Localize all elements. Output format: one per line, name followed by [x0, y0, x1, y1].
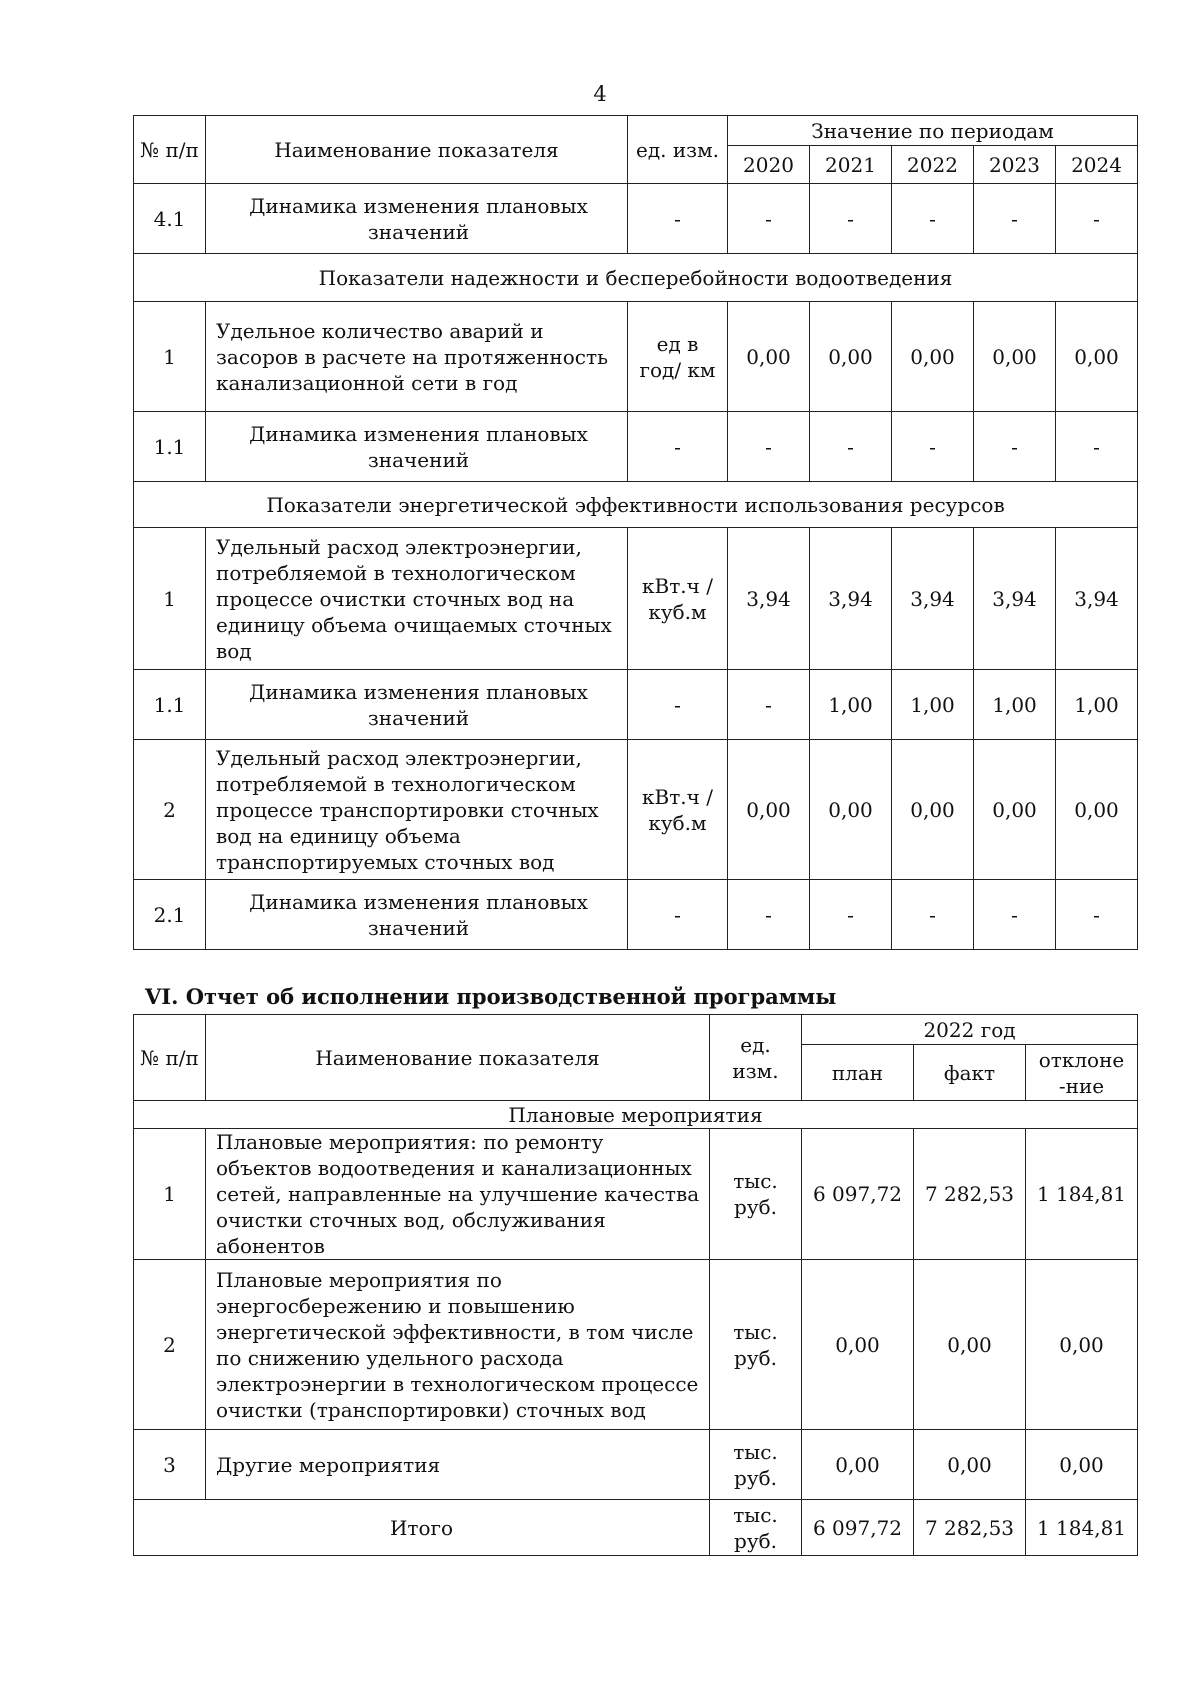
row-name: Плановые мероприятия: по ремонту объектов водоотведения и канализационных сетей, направленные на улучшение качества очистки сточных вод, обслуживания абонентов	[206, 1129, 710, 1260]
header-periods: Значение по периодам	[728, 116, 1138, 146]
table-row	[134, 412, 1138, 482]
row-num: 4.1	[134, 184, 206, 254]
row-unit: ед в год/ км	[628, 302, 728, 412]
header-year: 2020	[728, 146, 810, 184]
header-name: Наименование показателя	[206, 1015, 710, 1101]
header-year: 2021	[810, 146, 892, 184]
row-num: 2.1	[134, 880, 206, 950]
row-value: -	[728, 670, 810, 740]
table-row	[134, 528, 1138, 670]
row-unit: кВт.ч / куб.м	[628, 528, 728, 670]
row-value: 0,00	[728, 302, 810, 412]
row-value: 0,00	[892, 302, 974, 412]
row-value: 0,00	[892, 740, 974, 880]
row-value: -	[974, 184, 1056, 254]
row-value: 1,00	[1056, 670, 1138, 740]
indicators-table	[133, 115, 1138, 950]
row-value: 1,00	[892, 670, 974, 740]
row-value: 0,00	[810, 740, 892, 880]
row-num: 1	[134, 1129, 206, 1260]
row-unit: -	[628, 412, 728, 482]
total-fact: 7 282,53	[914, 1500, 1026, 1556]
row-value: 0,00	[1056, 740, 1138, 880]
header-plan: план	[802, 1045, 914, 1101]
row-plan: 6 097,72	[802, 1129, 914, 1260]
header-name: Наименование показателя	[206, 116, 628, 184]
row-num: 1	[134, 302, 206, 412]
row-name: Динамика изменения плановых значений	[206, 670, 628, 740]
row-value: 3,94	[892, 528, 974, 670]
row-name: Динамика изменения плановых значений	[206, 880, 628, 950]
row-value: -	[974, 880, 1056, 950]
section-planned: Плановые мероприятия	[134, 1101, 1138, 1129]
row-deviation: 1 184,81	[1026, 1129, 1138, 1260]
row-num: 1	[134, 528, 206, 670]
row-name: Динамика изменения плановых значений	[206, 184, 628, 254]
header-unit: ед. изм.	[628, 116, 728, 184]
table-row	[134, 740, 1138, 880]
row-value: -	[728, 184, 810, 254]
program-report-table	[133, 1014, 1138, 1556]
table-row	[134, 1260, 1138, 1430]
row-value: -	[974, 412, 1056, 482]
row-unit: кВт.ч / куб.м	[628, 740, 728, 880]
row-value: 0,00	[728, 740, 810, 880]
header-year: 2024	[1056, 146, 1138, 184]
row-unit: тыс. руб.	[710, 1430, 802, 1500]
row-num: 1.1	[134, 412, 206, 482]
header-num: № п/п	[134, 116, 206, 184]
row-name: Удельный расход электроэнергии, потребляемой в технологическом процессе транспортировки сточных вод на единицу объема транспортируемых сточных вод	[206, 740, 628, 880]
total-deviation: 1 184,81	[1026, 1500, 1138, 1556]
row-value: -	[728, 412, 810, 482]
row-value: 1,00	[810, 670, 892, 740]
section-reliability: Показатели надежности и бесперебойности водоотведения	[134, 254, 1138, 302]
row-value: 3,94	[810, 528, 892, 670]
row-value: -	[892, 412, 974, 482]
row-value: 0,00	[810, 302, 892, 412]
row-num: 2	[134, 1260, 206, 1430]
total-unit: тыс. руб.	[710, 1500, 802, 1556]
row-value: -	[810, 412, 892, 482]
row-value: -	[810, 880, 892, 950]
row-value: 0,00	[974, 740, 1056, 880]
row-unit: -	[628, 670, 728, 740]
row-name: Удельный расход электроэнергии, потребляемой в технологическом процессе очистки сточных вод на единицу объема очищаемых сточных вод	[206, 528, 628, 670]
row-plan: 0,00	[802, 1430, 914, 1500]
row-name: Динамика изменения плановых значений	[206, 412, 628, 482]
row-fact: 7 282,53	[914, 1129, 1026, 1260]
header-year-group: 2022 год	[802, 1015, 1138, 1045]
row-value: -	[1056, 880, 1138, 950]
header-year: 2022	[892, 146, 974, 184]
header-deviation: отклоне -ние	[1026, 1045, 1138, 1101]
row-unit: -	[628, 184, 728, 254]
header-year: 2023	[974, 146, 1056, 184]
row-name: Удельное количество аварий и засоров в расчете на протяженность канализационной сети в год	[206, 302, 628, 412]
row-value: 3,94	[1056, 528, 1138, 670]
row-value: 3,94	[728, 528, 810, 670]
row-value: -	[728, 880, 810, 950]
section-vi-title: VI. Отчет об исполнении производственной программы	[145, 984, 837, 1009]
row-plan: 0,00	[802, 1260, 914, 1430]
row-value: -	[1056, 412, 1138, 482]
row-num: 3	[134, 1430, 206, 1500]
total-label: Итого	[134, 1500, 710, 1556]
section-row	[134, 1101, 1138, 1129]
row-value: -	[1056, 184, 1138, 254]
row-value: -	[892, 184, 974, 254]
header-num: № п/п	[134, 1015, 206, 1101]
row-fact: 0,00	[914, 1430, 1026, 1500]
section-row	[134, 482, 1138, 528]
row-value: 0,00	[974, 302, 1056, 412]
row-unit: -	[628, 880, 728, 950]
table-row	[134, 670, 1138, 740]
row-value: -	[892, 880, 974, 950]
table-row	[134, 184, 1138, 254]
header-unit: ед. изм.	[710, 1015, 802, 1101]
row-num: 1.1	[134, 670, 206, 740]
table-header-row	[134, 116, 1138, 146]
section-row	[134, 254, 1138, 302]
row-name: Плановые мероприятия по энергосбережению и повышению энергетической эффективности, в том числе по снижению удельного расхода электроэнергии в технологическом процессе очистки (транспортировки) сточных вод	[206, 1260, 710, 1430]
table-row	[134, 302, 1138, 412]
total-plan: 6 097,72	[802, 1500, 914, 1556]
table-row	[134, 1430, 1138, 1500]
row-name: Другие мероприятия	[206, 1430, 710, 1500]
row-unit: тыс. руб.	[710, 1129, 802, 1260]
row-deviation: 0,00	[1026, 1260, 1138, 1430]
row-num: 2	[134, 740, 206, 880]
row-value: 1,00	[974, 670, 1056, 740]
total-row	[134, 1500, 1138, 1556]
table-row	[134, 1129, 1138, 1260]
page-number: 4	[593, 82, 607, 106]
section-energy: Показатели энергетической эффективности использования ресурсов	[134, 482, 1138, 528]
header-fact: факт	[914, 1045, 1026, 1101]
row-deviation: 0,00	[1026, 1430, 1138, 1500]
table-row	[134, 880, 1138, 950]
row-value: 0,00	[1056, 302, 1138, 412]
row-fact: 0,00	[914, 1260, 1026, 1430]
table-header-row	[134, 1015, 1138, 1045]
row-value: 3,94	[974, 528, 1056, 670]
row-value: -	[810, 184, 892, 254]
row-unit: тыс. руб.	[710, 1260, 802, 1430]
